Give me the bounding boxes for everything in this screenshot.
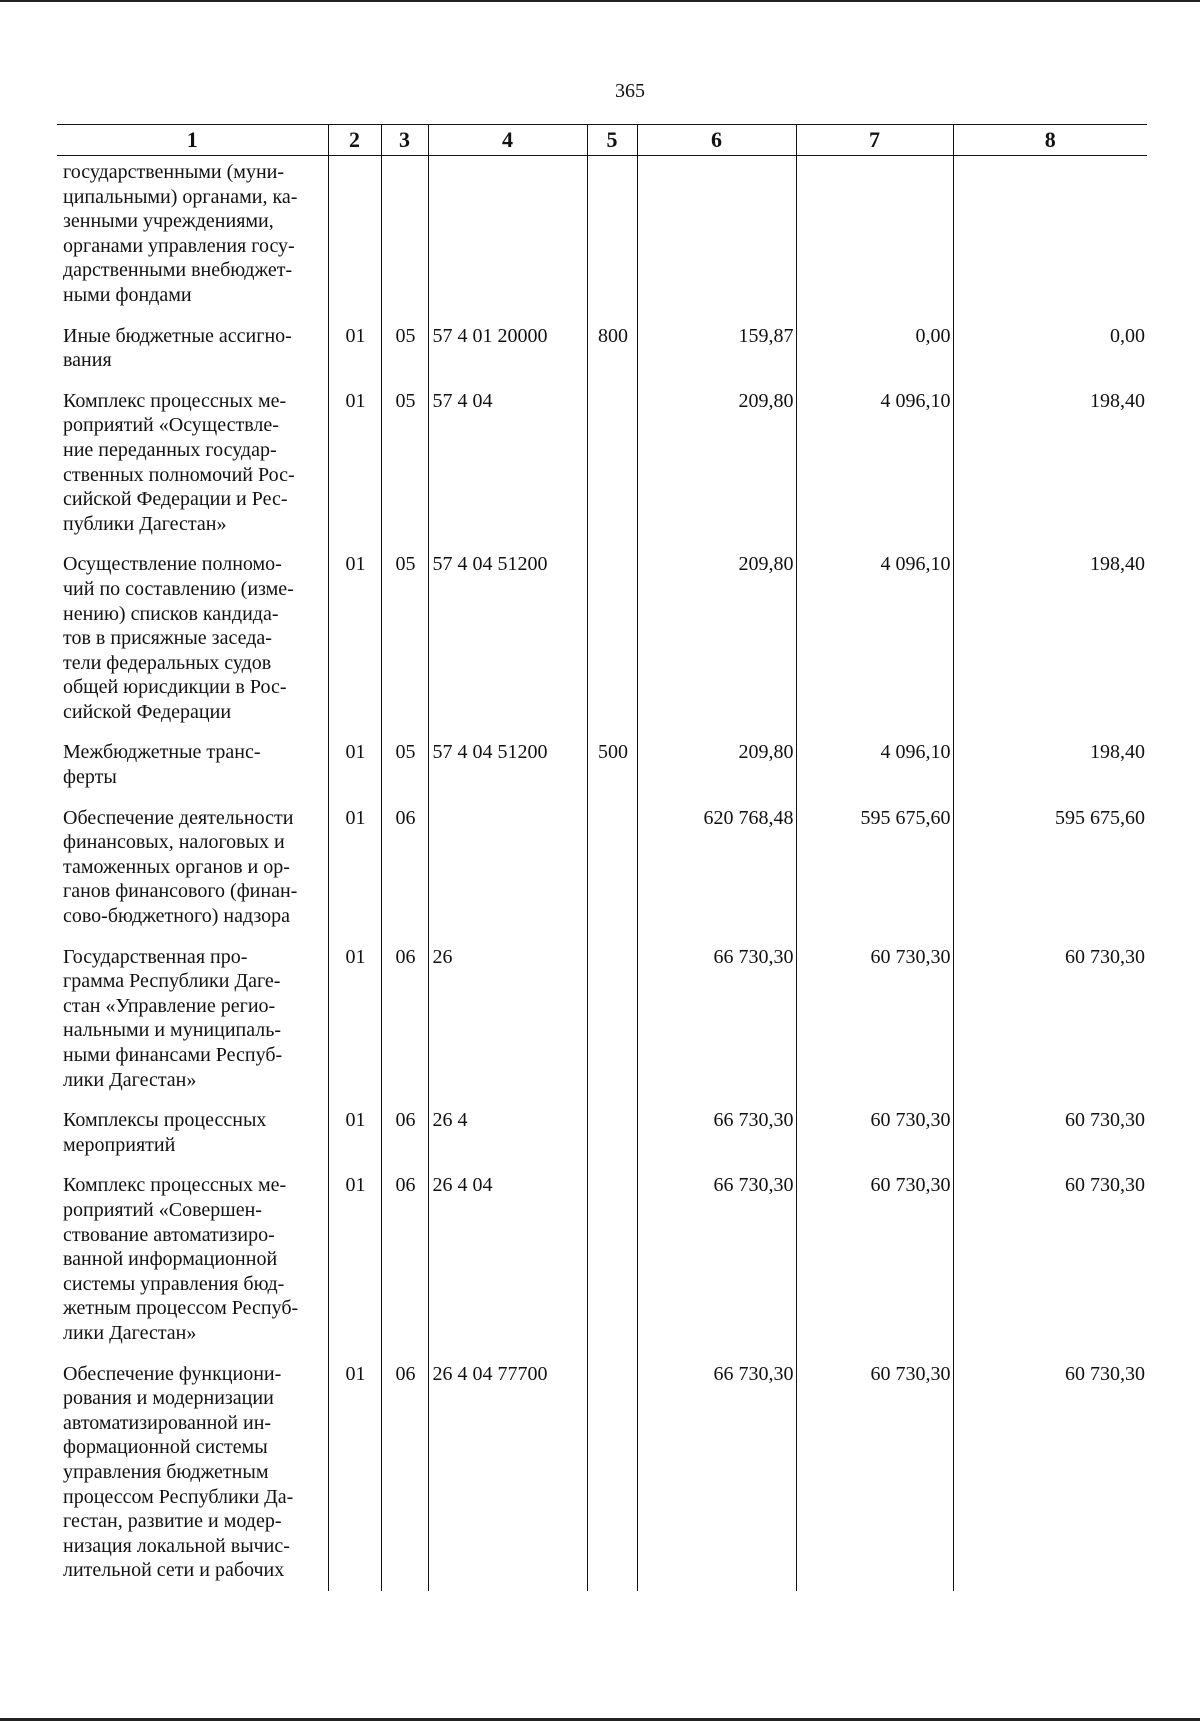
amount-col8-cell: 198,40 bbox=[953, 385, 1147, 549]
amount-col7-cell: 595 675,60 bbox=[796, 802, 953, 941]
amount-col7-cell: 60 730,30 bbox=[796, 1358, 953, 1591]
page-number: 365 bbox=[615, 80, 645, 102]
column-header: 4 bbox=[428, 125, 587, 156]
amount-col8-cell: 198,40 bbox=[953, 736, 1147, 801]
table-row bbox=[57, 1104, 1147, 1169]
column-header: 6 bbox=[637, 125, 796, 156]
section-code-cell: 01 bbox=[328, 1169, 381, 1357]
target-article-cell: 26 4 bbox=[428, 1104, 587, 1169]
table-row bbox=[57, 156, 1147, 320]
expense-type-cell bbox=[587, 385, 637, 549]
amount-col8-cell: 595 675,60 bbox=[953, 802, 1147, 941]
item-name-cell: Комплекс процессных ме- роприятий «Осуществле- ние переданных государ- ственных полномочий Рос- сийской Федерации и Рес- публики Дагестан» bbox=[63, 389, 295, 535]
budget-table bbox=[57, 124, 1147, 1591]
amount-col8-cell bbox=[953, 156, 1147, 320]
expense-type-cell: 500 bbox=[587, 736, 637, 801]
amount-col8-cell: 0,00 bbox=[953, 320, 1147, 385]
amount-col8-cell: 60 730,30 bbox=[953, 941, 1147, 1105]
amount-col6-cell: 620 768,48 bbox=[637, 802, 796, 941]
amount-col8-cell: 60 730,30 bbox=[953, 1358, 1147, 1591]
amount-col6-cell: 209,80 bbox=[637, 385, 796, 549]
target-article-cell bbox=[428, 156, 587, 320]
target-article-cell: 57 4 01 20000 bbox=[428, 320, 587, 385]
amount-col6-cell: 66 730,30 bbox=[637, 1169, 796, 1357]
item-name-cell: Обеспечение функциони- рования и модернизации автоматизированной ин- формационной системы управления бюджетным процессом Республики Да- гестан, развитие и модер- низация локальной вычис- лительной сети и рабочих bbox=[63, 1362, 294, 1582]
subsection-code-cell: 06 bbox=[381, 802, 428, 941]
table-row bbox=[57, 548, 1147, 736]
item-name-cell: государственными (муни- ципальными) органами, ка- зенными учреждениями, органами управления госу- дарственными внебюджет- ными фондами bbox=[63, 161, 298, 306]
subsection-code-cell: 05 bbox=[381, 736, 428, 801]
item-name-cell: Осуществление полномо- чий по составлению (изме- нению) списков кандида- тов в присяжные заседа- тели федеральных судов общей юрисдикции в Рос- сийской Федерации bbox=[63, 553, 294, 723]
column-header: 5 bbox=[587, 125, 637, 156]
amount-col8-cell: 60 730,30 bbox=[953, 1104, 1147, 1169]
target-article-cell: 57 4 04 bbox=[428, 385, 587, 549]
expense-type-cell bbox=[587, 1358, 637, 1591]
expense-type-cell bbox=[587, 1169, 637, 1357]
section-code-cell: 01 bbox=[328, 320, 381, 385]
expense-type-cell: 800 bbox=[587, 320, 637, 385]
expense-type-cell bbox=[587, 156, 637, 320]
item-name-cell: Комплексы процессных мероприятий bbox=[63, 1109, 267, 1156]
section-code-cell bbox=[328, 156, 381, 320]
subsection-code-cell: 06 bbox=[381, 1358, 428, 1591]
section-code-cell: 01 bbox=[328, 1358, 381, 1591]
table-row bbox=[57, 1358, 1147, 1591]
target-article-cell: 26 4 04 77700 bbox=[428, 1358, 587, 1591]
amount-col6-cell: 66 730,30 bbox=[637, 941, 796, 1105]
column-header: 8 bbox=[953, 125, 1147, 156]
subsection-code-cell: 06 bbox=[381, 1104, 428, 1169]
amount-col7-cell: 60 730,30 bbox=[796, 1169, 953, 1357]
section-code-cell: 01 bbox=[328, 802, 381, 941]
item-name-cell: Межбюджетные транс- ферты bbox=[63, 741, 261, 789]
item-name-cell: Комплекс процессных ме- роприятий «Совершен- ствование автоматизиро- ванной информационной системы управления бюд- жетным процессом Респуб- лики Дагестан» bbox=[63, 1174, 299, 1344]
subsection-code-cell: 05 bbox=[381, 548, 428, 736]
table-row bbox=[57, 802, 1147, 941]
amount-col8-cell: 60 730,30 bbox=[953, 1169, 1147, 1357]
expense-type-cell bbox=[587, 941, 637, 1105]
section-code-cell: 01 bbox=[328, 941, 381, 1105]
expense-type-cell bbox=[587, 802, 637, 941]
expense-type-cell bbox=[587, 548, 637, 736]
amount-col7-cell: 0,00 bbox=[796, 320, 953, 385]
amount-col6-cell: 209,80 bbox=[637, 736, 796, 801]
subsection-code-cell: 05 bbox=[381, 385, 428, 549]
target-article-cell: 57 4 04 51200 bbox=[428, 736, 587, 801]
target-article-cell: 26 bbox=[428, 941, 587, 1105]
item-name-cell: Государственная про- грамма Республики Даге- стан «Управление регио- нальными и муниципаль- ными финансами Респуб- лики Дагестан» bbox=[63, 945, 283, 1091]
target-article-cell: 57 4 04 51200 bbox=[428, 548, 587, 736]
column-header: 7 bbox=[796, 125, 953, 156]
amount-col6-cell bbox=[637, 156, 796, 320]
subsection-code-cell: 06 bbox=[381, 1169, 428, 1357]
table-row bbox=[57, 941, 1147, 1105]
amount-col7-cell bbox=[796, 156, 953, 320]
section-code-cell: 01 bbox=[328, 385, 381, 549]
section-code-cell: 01 bbox=[328, 1104, 381, 1169]
amount-col7-cell: 4 096,10 bbox=[796, 548, 953, 736]
amount-col7-cell: 4 096,10 bbox=[796, 385, 953, 549]
item-name-cell: Обеспечение деятельности финансовых, налоговых и таможенных органов и ор- ганов финансового (финан- сово-бюджетного) надзора bbox=[63, 806, 298, 928]
target-article-cell: 26 4 04 bbox=[428, 1169, 587, 1357]
subsection-code-cell bbox=[381, 156, 428, 320]
item-name-cell: Иные бюджетные ассигно- вания bbox=[63, 324, 292, 372]
subsection-code-cell: 05 bbox=[381, 320, 428, 385]
column-header: 2 bbox=[328, 125, 381, 156]
amount-col7-cell: 60 730,30 bbox=[796, 941, 953, 1105]
amount-col6-cell: 209,80 bbox=[637, 548, 796, 736]
table-row bbox=[57, 1169, 1147, 1357]
section-code-cell: 01 bbox=[328, 736, 381, 801]
section-code-cell: 01 bbox=[328, 548, 381, 736]
subsection-code-cell: 06 bbox=[381, 941, 428, 1105]
column-header: 3 bbox=[381, 125, 428, 156]
table-body bbox=[57, 156, 1147, 1591]
amount-col6-cell: 66 730,30 bbox=[637, 1104, 796, 1169]
amount-col8-cell: 198,40 bbox=[953, 548, 1147, 736]
table-row bbox=[57, 320, 1147, 385]
amount-col7-cell: 4 096,10 bbox=[796, 736, 953, 801]
column-header: 1 bbox=[57, 125, 328, 156]
expense-type-cell bbox=[587, 1104, 637, 1169]
scan-edge-top bbox=[0, 0, 1200, 2]
amount-col7-cell: 60 730,30 bbox=[796, 1104, 953, 1169]
table-row bbox=[57, 736, 1147, 801]
target-article-cell bbox=[428, 802, 587, 941]
table-row bbox=[57, 385, 1147, 549]
amount-col6-cell: 66 730,30 bbox=[637, 1358, 796, 1591]
amount-col6-cell: 159,87 bbox=[637, 320, 796, 385]
header-row bbox=[57, 125, 1147, 156]
